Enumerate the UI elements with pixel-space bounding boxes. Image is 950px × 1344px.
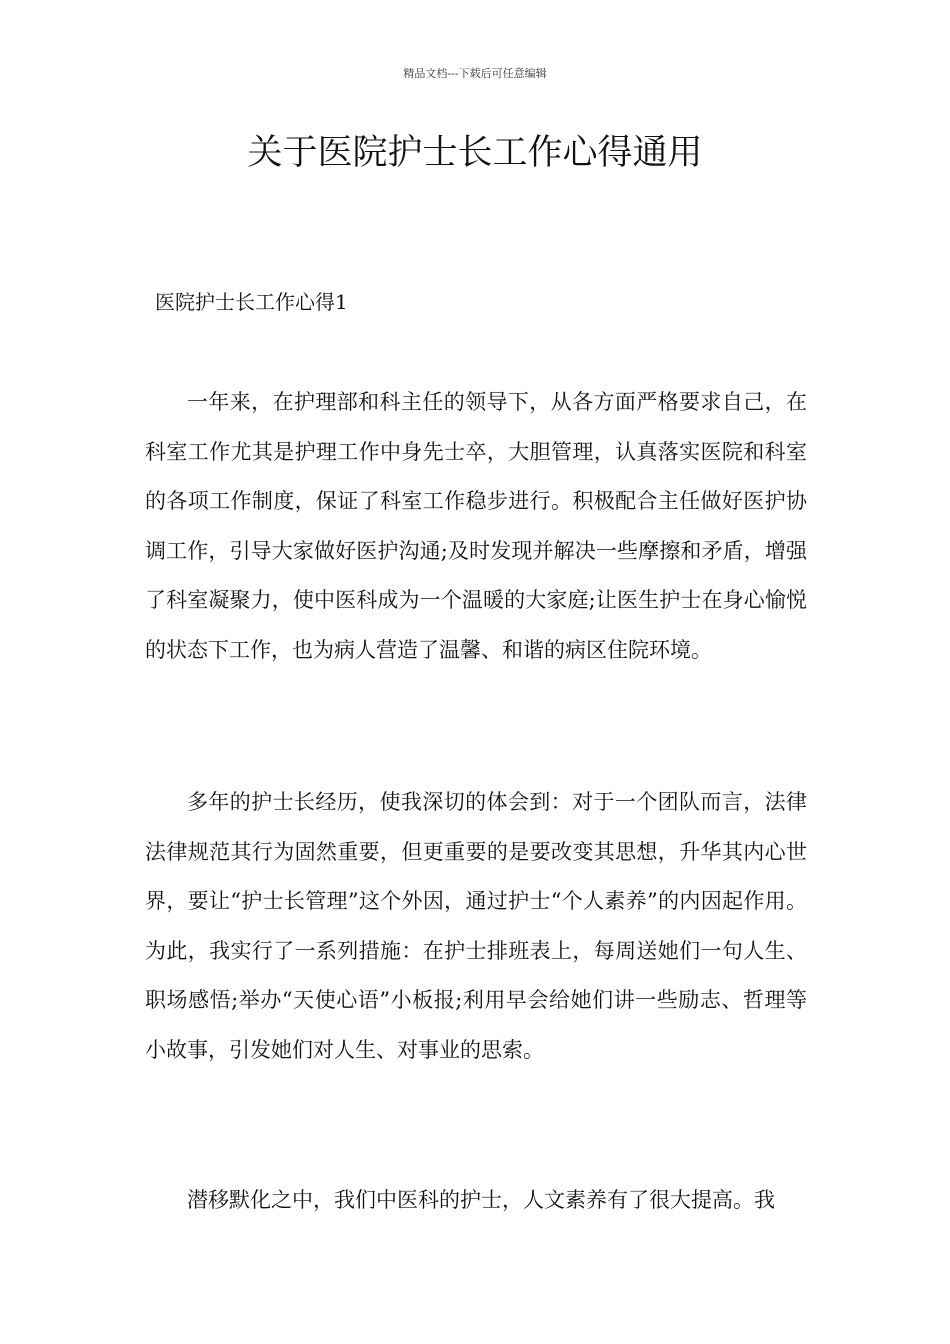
paragraph-3: 潜移默化之中，我们中医科的护士，人文素养有了很大提高。我 <box>187 1188 775 1212</box>
paragraph-2: 多年的护士长经历，使我深切的体会到：对于一个团队而言，法律法律规范其行为固然重要，但更重要的是要改变其思想，升华其内心世界，要让“护士长管理”这个外因，通过护士“个人素养”的内因起作用。为此，我实行了一系列措施：在护士排班表上，每周送她们一句人生、职场感悟;举办“天使心语”小板报;利用早会给她们讲一些励志、哲理等小故事，引发她们对人生、对事业的思索。 <box>145 790 807 1062</box>
section-heading: 医院护士长工作心得1 <box>155 290 348 314</box>
paragraph-1: 一年来，在护理部和科主任的领导下，从各方面严格要求自己，在科室工作尤其是护理工作中身先士卒，大胆管理，认真落实医院和科室的各项工作制度，保证了科室工作稳步进行。积极配合主任做好医护协调工作，引导大家做好医护沟通;及时发现并解决一些摩擦和矛盾，增强了科室凝聚力，使中医科成为一个温暖的大家庭;让医生护士在身心愉悦的状态下工作，也为病人营造了温馨、和谐的病区住院环境。 <box>145 390 807 662</box>
document-title: 关于医院护士长工作心得通用 <box>247 133 703 173</box>
header-note: 精品文档---下载后可任意编辑 <box>403 67 547 80</box>
